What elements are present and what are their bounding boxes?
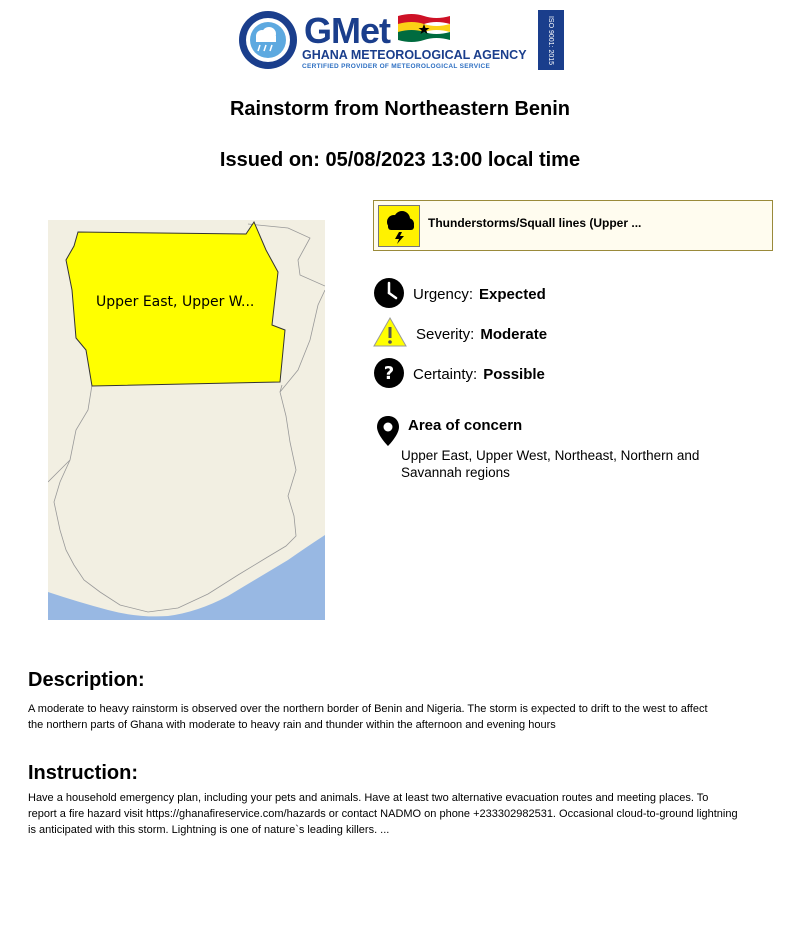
warning-triangle-icon	[373, 316, 407, 348]
urgency-value: Expected	[479, 286, 546, 303]
description-text: A moderate to heavy rainstorm is observed over the northern border of Benin and Nigeria. The storm is expected to drift to the west to affect the northern parts of Ghana with moderate to heavy rain and thunder within the afternoon and evening hours	[28, 703, 708, 731]
severity-value: Moderate	[480, 326, 548, 343]
area-text: Upper East, Upper West, Northeast, Northern and Savannah regions	[401, 448, 700, 480]
agency-tagline: CERTIFIED PROVIDER OF METEOROLOGICAL SERVICE	[302, 63, 491, 70]
iso-badge: ISO 9001: 2015	[538, 10, 564, 70]
description-heading: Description:	[28, 669, 145, 691]
severity-row	[416, 326, 547, 343]
hazard-box	[373, 200, 773, 251]
urgency-row	[413, 286, 546, 303]
instruction-heading: Instruction:	[28, 762, 138, 784]
issued-time: Issued on: 05/08/2023 13:00 local time	[219, 149, 581, 171]
map-pin-icon	[375, 415, 401, 447]
certainty-label: Certainty:	[413, 366, 478, 383]
map-region-label: Upper East, Upper W...	[96, 294, 255, 310]
instruction-text: Have a household emergency plan, including your pets and animals. Have at least two alternative evacuation routes and meeting places. To report a fire hazard visit https://ghanafireservice.com/hazards or contact NADMO on phone +233302982531. Occasional cloud-to-ground lightning is anticipated with this storm. Lightning is one of nature`s leading killers. ...	[28, 792, 738, 836]
certainty-value: Possible	[483, 366, 545, 383]
hazard-label: Thunderstorms/Squall lines (Upper ...	[428, 216, 642, 230]
ghana-flag-icon	[396, 12, 452, 42]
urgency-label: Urgency:	[413, 286, 474, 303]
clock-icon	[373, 277, 405, 309]
question-icon	[373, 357, 405, 389]
severity-label: Severity:	[416, 326, 475, 343]
warning-map	[48, 220, 325, 620]
area-heading: Area of concern	[408, 417, 523, 434]
agency-seal-icon	[238, 10, 300, 70]
agency-name: GHANA METEOROLOGICAL AGENCY	[302, 48, 527, 62]
brand-name: GMet	[304, 10, 390, 51]
alert-title: Rainstorm from Northeastern Benin	[229, 98, 571, 120]
agency-logo	[238, 10, 564, 70]
svg-text:?: ?	[383, 363, 395, 384]
thunderstorm-icon	[378, 205, 420, 247]
certainty-row	[413, 366, 545, 383]
